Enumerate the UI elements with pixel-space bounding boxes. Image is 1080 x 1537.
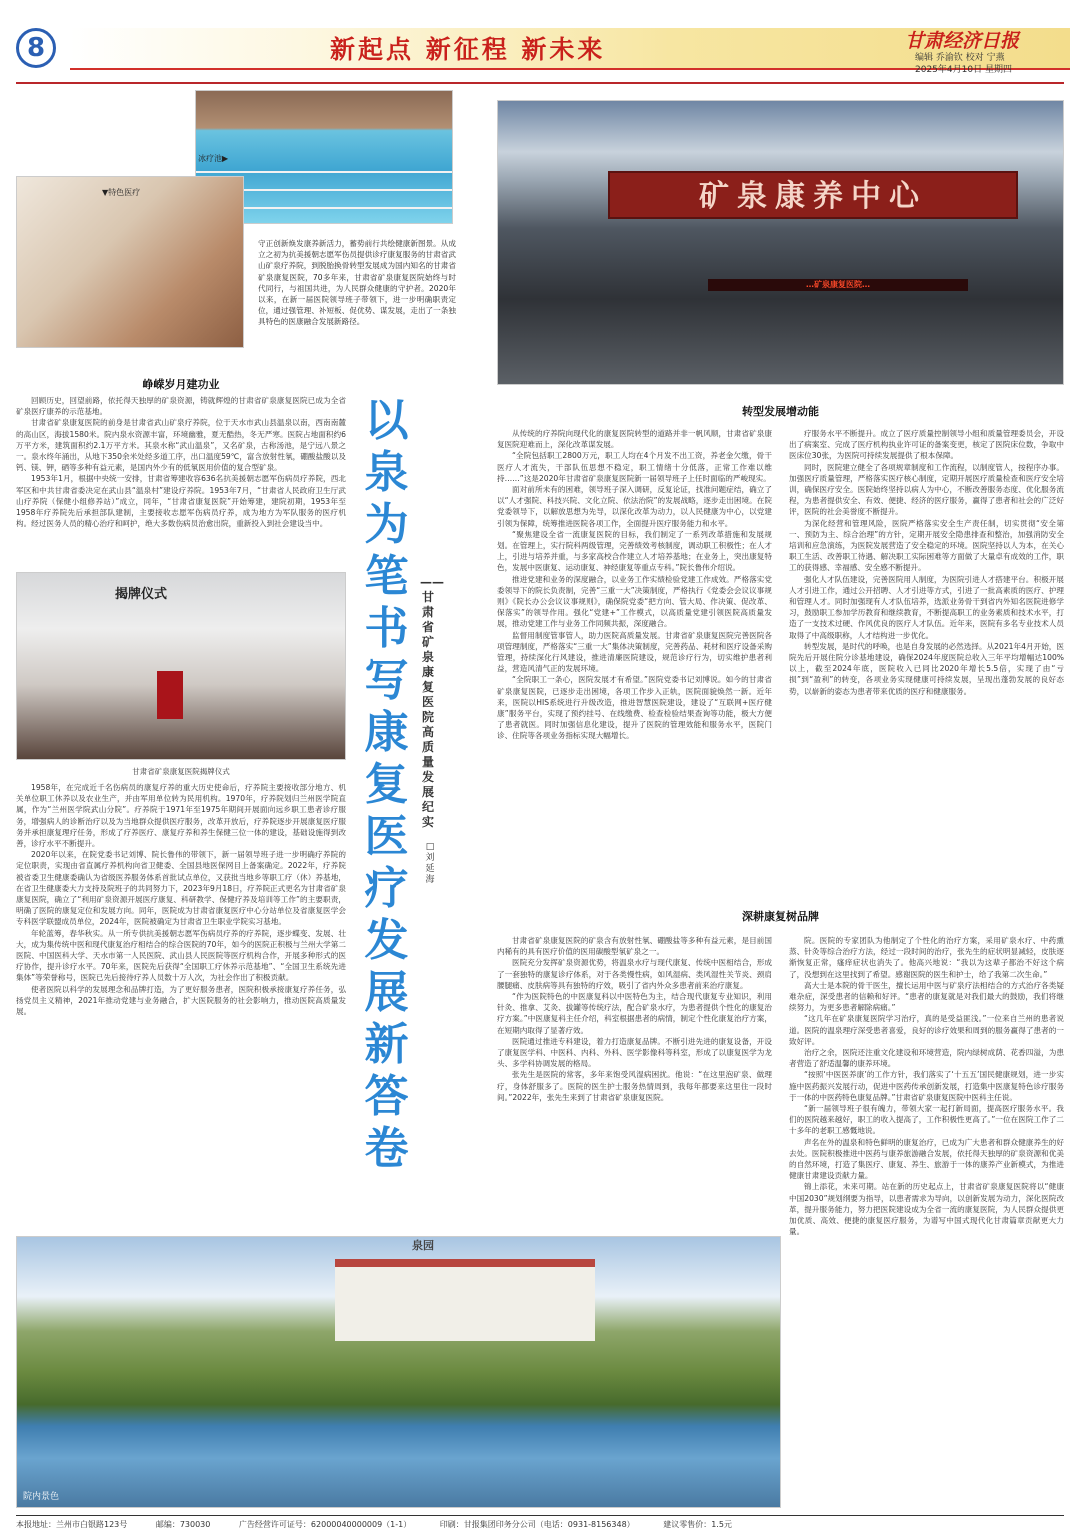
- section1-text: [16, 395, 346, 567]
- section-title: 深耕康复树品牌: [742, 910, 819, 923]
- paragraph: “按照‘中医医养康’的工作方针，我们落实了‘十五五’国民健康规划，进一步实施中医药振兴发展行动，促进中医药传承创新发展，打造集中医康复特色诊疗服务于一体的中医药特色康复品牌。”甘肃省矿泉康复医院中医科主任说。: [789, 1070, 1064, 1102]
- paragraph: 声名在外的温泉和特色鲜明的康复治疗，已成为广大患者和群众健康养生的好去处。医院积极推进中医药与康养旅游融合发展，依托得天独厚的矿泉资源和优美的自然环境，打造了集医疗、康复、养生、旅游于一体的康养产业新模式，为推进健康甘肃建设贡献力量。: [789, 1137, 1064, 1181]
- footer-printer: 印刷：甘报集团印务分公司（电话：0931-8156348）: [439, 1520, 635, 1529]
- therapy-photo: [16, 176, 244, 348]
- footer: [16, 1515, 1064, 1530]
- building-in-garden: [335, 1259, 595, 1341]
- paragraph: 面对前所未有的困难，领导班子深入调研，反复论证，找准问题症结，确立了以“人才强院、科技兴院、文化立院、依法治院”的发展战略，逐步走出困境。在院党委领导下，以解放思想为先导，以深化改革为动力，以人民健康为中心，以党建引领为保障，统筹推进医院各项工作，全面提升医疗服务能力和水平。: [497, 485, 772, 528]
- therapy-label: ▼特色医疗: [102, 188, 141, 197]
- paragraph: 高大士是本院的骨干医生，擅长运用中医与矿泉疗法相结合的方式治疗各类疑难杂症，深受患者的信赖和好评。“患者的康复就是对我们最大的鼓励，我们将继续努力，为更多患者解除病痛。”: [789, 980, 1064, 1013]
- paragraph: “作为医院特色的中医康复科以中医特色为主，结合现代康复专业知识，利用针灸、推拿、艾灸、拔罐等传统疗法，配合矿泉水疗，为患者提供个性化的康复治疗方案。”中医康复科主任介绍，科室根据患者的病情，制定个性化康复治疗方案，在短期内取得了显著疗效。: [497, 992, 772, 1035]
- paragraph: 甘肃省矿泉康复医院的矿泉含有放射性氡、硼酸盐等多种有益元素，是目前国内稀有的具有医疗价值的医用碳酸型氡矿泉之一。: [497, 936, 772, 957]
- section3-col1: [497, 935, 772, 1225]
- paragraph: 医院充分发挥矿泉资源优势，将温泉水疗与现代康复、传统中医相结合，形成了一套独特的康复诊疗体系，对于各类慢性病，如风湿病、类风湿性关节炎、颈肩腰腿痛、皮肤病等具有独特的疗效，吸引了省内外众多患者前来治疗康复。: [497, 958, 772, 990]
- paragraph: 同时，医院建立健全了各项规章制度和工作流程，以制度管人，按程序办事。加强医疗质量管理，严格落实医疗核心制度，定期开展医疗质量检查和医疗安全培训，确保医疗安全。医院始终坚持以病人为中心，不断改善服务态度、优化服务流程，为患者提供安全、有效、便捷、经济的医疗服务，赢得了患者和社会的广泛好评，医院的社会美誉度不断提升。: [789, 462, 1064, 517]
- paragraph: 1953年1月，根据中央统一安排，甘肃省筹建收容636名抗美援朝志愿军伤病员疗养院，西北军区和中共甘肃省委决定在武山县“温泉村”建设疗养院。1953年7月，“甘肃省人民政府卫生厅武山疗养院（保健小组修养站）”成立，同年，“甘肃省康复医院”开始筹建，建院初期，1953年至1958年疗养院先后承担部队建制，主要接收志愿军伤病员疗养，成为地方为军队服务的医疗机构。经过医务人员的精心治疗和呵护，绝大多数伤病员治愈出院，重新投入到社会建设当中。: [16, 474, 346, 529]
- intro-text: 守正创新焕发康养新活力，蓄势前行共绘健康新图景。从成立之初为抗美援朝志愿军伤员提供诊疗康复服务的甘肃省武山矿泉疗养院，到脱胎换骨转型发展成为国内知名的甘肃省矿泉康复医院，70多年来，甘肃省矿泉康复医院始终与时代同行，与祖国共进，为人民群众健康的守护者。2020年以来，在新一届医院领导班子带领下，进一步明确职责定位，通过强管理、补短板、促优势、谋发展，走出了一条独具特色的医康融合发展新路径。: [258, 239, 456, 327]
- paragraph: 张先生是医院的常客，多年来饱受风湿病困扰。他说：“在这里泡矿泉、做理疗，身体舒服多了。医院的医生护士服务热情周到，我每年都要来这里住一段时间。”2022年，张先生来到了甘肃省矿泉康复医院。: [497, 1070, 772, 1102]
- pool-label: 冰疗池▶: [198, 154, 229, 163]
- footer-price: 建议零售价：1.5元: [663, 1520, 732, 1529]
- paragraph: 推进党建和业务的深度融合，以业务工作实绩检验党建工作成效。严格落实党委领导下的院长负责制，完善“三重一大”决策制度，严格执行《党委会会议议事规则》《院长办公会议议事规则》，确保院党委“把方向、管大局、作决策、促改革、保落实”的领导作用。强化“党建+”工作模式，以高质量党建引领医院高质量发展，推动党建工作与业务工作同频共振，深度融合。: [497, 574, 772, 629]
- paragraph: 2020年以来，在院党委书记刘博、院长鲁伟的带领下，新一届领导班子进一步明确疗养院的定位职责，实现由省直属疗养机构向省卫健委、全国县地医保网目上备案确定。2022年，疗养院被省委卫生健康委确认为省级医养服务体系首批试点单位，又获批当地乡等职工疗（休）养基地，在省卫生健康委大力支持及院班子的共同努力下，2023年9月18日，疗养院正式更名为甘肃省矿泉康复医院，确立了“利用矿泉资源开展医疗康复、科研教学、保健疗养及培训等工作”的主要职责，明确了医院的康复定位和发展方向。同年，医院成为甘肃省康复医疗中心分站单位及省康复医学会专科医学联盟成员单位，2024年，医院被确定为甘肃省卫生职业学院实习基地。: [16, 850, 346, 927]
- paragraph: 锦上添花，未来可期。站在新的历史起点上，甘肃省矿泉康复医院将以“健康中国2030”规划纲要为指导，以患者需求为导向，以创新发展为动力，深化医院改革，提升服务能力，努力把医院建设成为全省一流的康复医院，为人民群众提供更加优质、高效、便捷的康复医疗服务，为谱写中国式现代化甘肃篇章贡献更大力量。: [789, 1182, 1064, 1237]
- led-display: …矿泉康复医院…: [708, 279, 968, 291]
- paragraph: “新一届领导班子很有魄力，带领大家一起打新局面，提高医疗服务水平。我们的医院越来越好，职工的收入提高了，工作积极性更高了。”一位在医院工作了二十多年的老职工感慨地说。: [789, 1104, 1064, 1136]
- header-meta: [915, 52, 1012, 76]
- paragraph: 转型发展，是时代的呼唤，也是自身发展的必然选择。从2021年4月开始，医院先后开展住院分诊基地建设，确保2024年度医院总收入三年平均增幅达100%以上，截至2024年底，医院收入已同比2020年增长5.5倍，实现了由“亏损”到“盈利”的转变，各项业务实现健康可持续发展，呈现出蓬勃发展的良好态势，以崭新的姿态为患者带来优质的医疗和健康服务。: [789, 641, 1064, 696]
- header-rule: [16, 82, 1064, 84]
- footer-license: 广告经营许可证号：62000040000009（1-1）: [238, 1520, 412, 1529]
- garden-photo: [16, 1236, 781, 1508]
- garden-watermark: 院内景色: [23, 1492, 60, 1502]
- section-title: 峥嵘岁月建功业: [142, 378, 220, 391]
- section3-col2: [789, 935, 1064, 1509]
- paragraph: 从传统的疗养院向现代化的康复医院转型的道路并非一帆风顺，甘肃省矿泉康复医院迎难而上，深化改革谋发展。: [497, 429, 772, 450]
- paragraph: 回顾历史，回望前路，依托得天独厚的矿泉资源，铸就辉煌的甘肃省矿泉康复医院已成为全省矿泉医疗康养的示范基地。: [16, 396, 346, 417]
- section2-col1: [497, 428, 772, 916]
- paragraph: “全院包括职工2800万元，职工人均在4个月发不出工资，养老金欠缴，骨干医疗人才流失，干部队伍思想不稳定，职工情绪十分低落，正常工作难以维持……”这是2020年甘肃省矿泉康复医院新一届领导班子上任时面临的严峻现实。: [497, 451, 772, 483]
- ceremony-caption: 甘肃省矿泉康复医院揭牌仪式: [132, 767, 230, 776]
- page-number: 8: [16, 28, 56, 68]
- paragraph: “全院职工一条心，医院发展才有希望。”医院党委书记刘博说。如今的甘肃省矿泉康复医院，已逐步走出困境，各项工作步入正轨，医院面貌焕然一新。近年来，医院以HIS系统进行升级改造，推进智慧医院建设，建设了“互联网+医疗健康”服务平台，实现了预约挂号、在线缴费、检查检验结果查询等功能，极大方便了患者就医。同时加强信息化建设，提升了医院的管理效能和服务水平，医院门诊、住院等各项业务指标实现大幅增长。: [497, 675, 772, 741]
- feature-title: 以泉为笔 书写康复医疗发展新答卷: [364, 395, 410, 1174]
- newspaper-masthead: 甘肃经济日报: [905, 30, 1020, 52]
- slogan: 新起点 新征程 新未来: [330, 35, 606, 64]
- paragraph: 为深化经营和管理风险，医院严格落实安全生产责任制，切实贯彻“安全第一、预防为主、综合治理”的方针，定期开展安全隐患排查和整治，加强消防安全培训和应急演练，为医院发展营造了安全稳定的环境。医院坚持以人为本，在关心职工生活、改善职工待遇、解决职工实际困难等方面做了大量卓有成效的工作，职工的获得感、幸福感、安全感不断提升。: [789, 518, 1064, 573]
- footer-address: 本报地址：兰州市白银路123号: [16, 1520, 128, 1529]
- paragraph: 使者医院以科学的发展理念和品牌打造，为了更好服务患者，医院积极承接康复疗养任务，弘扬党员主义精神，2021年推动党建与业务融合，扩大医院服务的社会影响力，推动医院高质量发展。: [16, 984, 346, 1017]
- section2-col2: [789, 428, 1064, 916]
- date-line: 2025年4月10日 星期四: [915, 65, 1012, 75]
- building-photo: [497, 100, 1064, 385]
- paragraph: 监督用制度管事管人，助力医院高质量发展。甘肃省矿泉康复医院完善医院各项管理制度，严格落实“三重一大”集体决策制度，完善药品、耗材和医疗设备采购管理，持续深化行风建设，推进清廉医院建设，规范诊疗行为，切实维护患者利益，营造风清气正的发展环境。: [497, 630, 772, 674]
- footer-postcode: 邮编：730030: [155, 1520, 211, 1529]
- paragraph: 疗服务水平不断提升。成立了医疗质量控制领导小组和质量管理委员会，开设出了病案室、完成了医疗机构执业许可证的备案变更，核定了医院床位数，争取中医床位30张，为医院可持续发展提供了根本保障。: [789, 429, 1064, 461]
- paragraph: 治疗之余，医院还注重文化建设和环境营造，院内绿树成荫、花香四溢，为患者营造了舒适温馨的康养环境。: [789, 1048, 1064, 1069]
- section1b-text: [16, 782, 346, 1242]
- paragraph: 甘肃省矿泉康复医院的前身是甘肃省武山矿泉疗养院，位于天水市武山县温泉以南，西南南麓的高山区，海拔1580米。院内泉水资源丰富，环境幽雅，夏无酷热，冬无严寒。医院占地面积约6万平方米，建筑面积约2.1万平方米。其泉水称“武山温泉”，又名矿泉，古称汤池，是宁远八景之一。泉水终年涌出，从地下350余米处经多道工序，出口温度59℃，富含放射性氡，硼酸盐酸以及钙、镁、钾，硒等多种有益元素，是国内外少有的低氡医用价值的复合型矿泉。: [16, 418, 346, 473]
- editor-line: 编辑 乔渝钦 校对 宁燕: [915, 53, 1005, 63]
- paragraph: 医院通过推进专科建设，着力打造康复品牌。不断引进先进的康复设备，开设了康复医学科、中医科、内科、外科、医学影像科等科室，形成了以康复医学为龙头、多学科协调发展的格局。: [497, 1036, 772, 1069]
- ceremony-banner: 揭牌仪式: [115, 587, 168, 602]
- paragraph: 1958年，在完成近千名伤病员的康复疗养的重大历史使命后，疗养院主要接收部分地方、机关单位职工休养以及农业生产，并由军用单位转为民用机构。1970年，疗养院划归兰州医学院直属，作为“兰州医学院武山分院”。疗养院于1971年至1975年期间开展面向远乡职工患者诊疗服务，增强病人的诊断治疗以及为当地群众提供医疗服务，改革开放后，疗养院逐步开展康复医疗服务并承担康复理疗任务，形成了疗养医疗、康复疗养和养生保健三位一体的建设，基础设施得到改善，诊疗水平不断提升。: [16, 783, 346, 849]
- feature-subtitle: ——甘肃省矿泉康复医院高质量发展纪实: [420, 575, 444, 829]
- byline: □ 刘延海: [425, 842, 435, 885]
- paragraph: “聚焦建设全省一流康复医院的目标，我们制定了一系列改革措施和发展规划。在管理上，实行院科两级管理，完善绩效考核制度，调动职工积极性；在人才上，引进与培养并重，与多家高校合作建立人才培养基地；在业务上，突出康复特色，发展中医康复、运动康复、神经康复等重点专科。”院长鲁伟介绍说。: [497, 529, 772, 573]
- paragraph: “这几年在矿泉康复医院学习治疗，真的是受益匪浅。”一位来自兰州的患者说道。医院的温泉理疗深受患者喜爱，良好的诊疗效果和周到的服务赢得了患者的一致好评。: [789, 1014, 1064, 1046]
- section-title: 转型发展增动能: [742, 405, 819, 418]
- garden-sign: 泉园: [412, 1239, 434, 1252]
- ceremony-photo: [16, 572, 346, 760]
- paragraph: 年轮蓝筹，春华秋实。从一所专供抗美援朝志愿军伤病员疗养的疗养院，逐步蝶变、发展、壮大，成为集传统中医和现代康复治疗相结合的综合医院的70年，如今的医院正积极与兰州大学第二医院、中国医科大学、天水市第一人民医院、武山县人民医院等医疗机构合作，开展多种形式的医疗协作，提升诊疗水平。70年来，医院先后获得“全国职工疗休养示范基地”、“全国卫生系统先进集体”等荣誉称号，医院已先后接待疗养人员数十万人次，为社会作出了积极贡献。: [16, 928, 346, 983]
- building-sign: 矿泉康养中心: [608, 171, 1018, 219]
- paragraph: 院。医院的专家团队为他制定了个性化的治疗方案，采用矿泉水疗、中药熏蒸、针灸等综合治疗方法，经过一段时间的治疗，张先生的症状明显减轻，皮肤逐渐恢复正常，瘙痒症状也消失了。他高兴地说：“我以为这辈子都治不好这个病了，没想到在这里找到了希望。感谢医院的医生和护士，给了我第二次生命。”: [789, 936, 1064, 979]
- paragraph: 强化人才队伍建设，完善医院用人制度，为医院引进人才搭建平台。积极开展人才引进工作，通过公开招聘、人才引进等方式，引进了一批高素质的医疗、护理和管理人才。同时加强现有人才队伍培养，选派业务骨干到省内外知名医院进修学习，鼓励职工参加学历教育和继续教育，不断提高职工的业务素质和技术水平，打造了一支技术过硬、作风优良的医疗人才队伍。近年来，医院有多名专业技术人员取得了中高级职称，人才结构进一步优化。: [789, 574, 1064, 640]
- ceremony-plaque: [157, 671, 183, 719]
